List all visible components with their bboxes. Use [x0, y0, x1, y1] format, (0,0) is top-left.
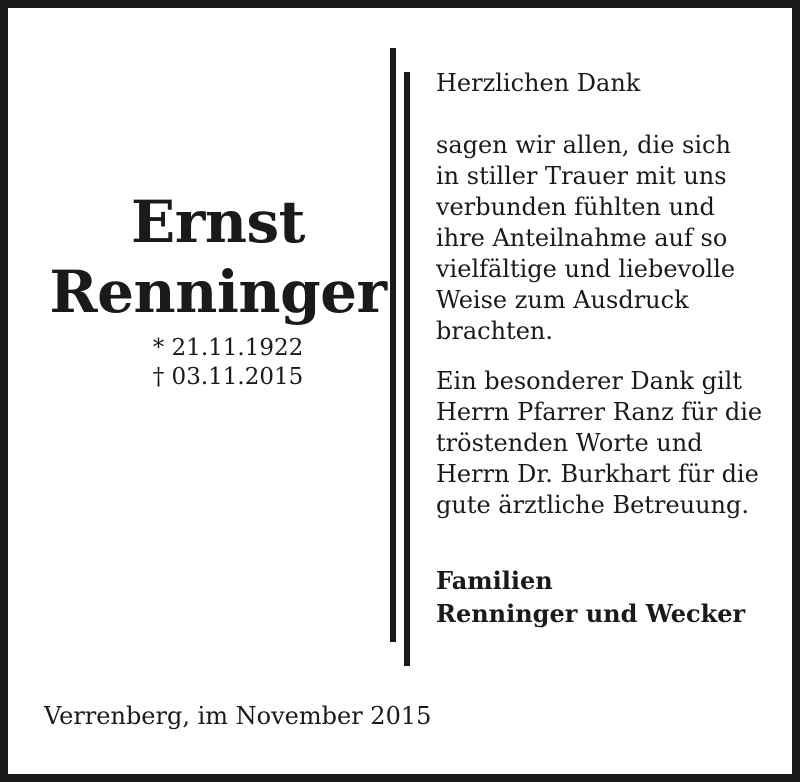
text-line: gute ärztliche Betreuung. [436, 491, 749, 519]
divider-rule-left [390, 48, 396, 642]
special-thanks-paragraph [436, 366, 786, 521]
text-line: verbunden fühlten und [436, 193, 715, 221]
place-and-date: Verrenberg, im November 2015 [44, 702, 432, 730]
text-line: Herrn Pfarrer Ranz für die [436, 398, 763, 426]
text-line: sagen wir allen, die sich [436, 131, 731, 159]
text-line: vielfältige und liebevolle [436, 255, 736, 283]
text-line: brachten. [436, 317, 553, 345]
signature-line: Familien [436, 566, 553, 595]
deceased-last-name: Renninger [49, 258, 387, 326]
text-line: in stiller Trauer mit uns [436, 162, 727, 190]
text-line: Weise zum Ausdruck [436, 286, 689, 314]
deceased-first-name: Ernst [131, 188, 305, 256]
birth-date: * 21.11.1922 [152, 335, 304, 361]
text-line: Ein besonderer Dank gilt [436, 367, 742, 395]
text-line: tröstenden Worte und [436, 429, 703, 457]
text-line: Herrn Dr. Burkhart für die [436, 460, 759, 488]
divider-rule-right [404, 72, 410, 666]
text-line: ihre Anteilnahme auf so [436, 224, 728, 252]
family-signature [436, 564, 786, 630]
thanks-heading: Herzlichen Dank [436, 69, 641, 97]
death-date: † 03.11.2015 [152, 364, 304, 390]
thanks-paragraph [436, 130, 786, 347]
signature-line: Renninger und Wecker [436, 599, 746, 628]
